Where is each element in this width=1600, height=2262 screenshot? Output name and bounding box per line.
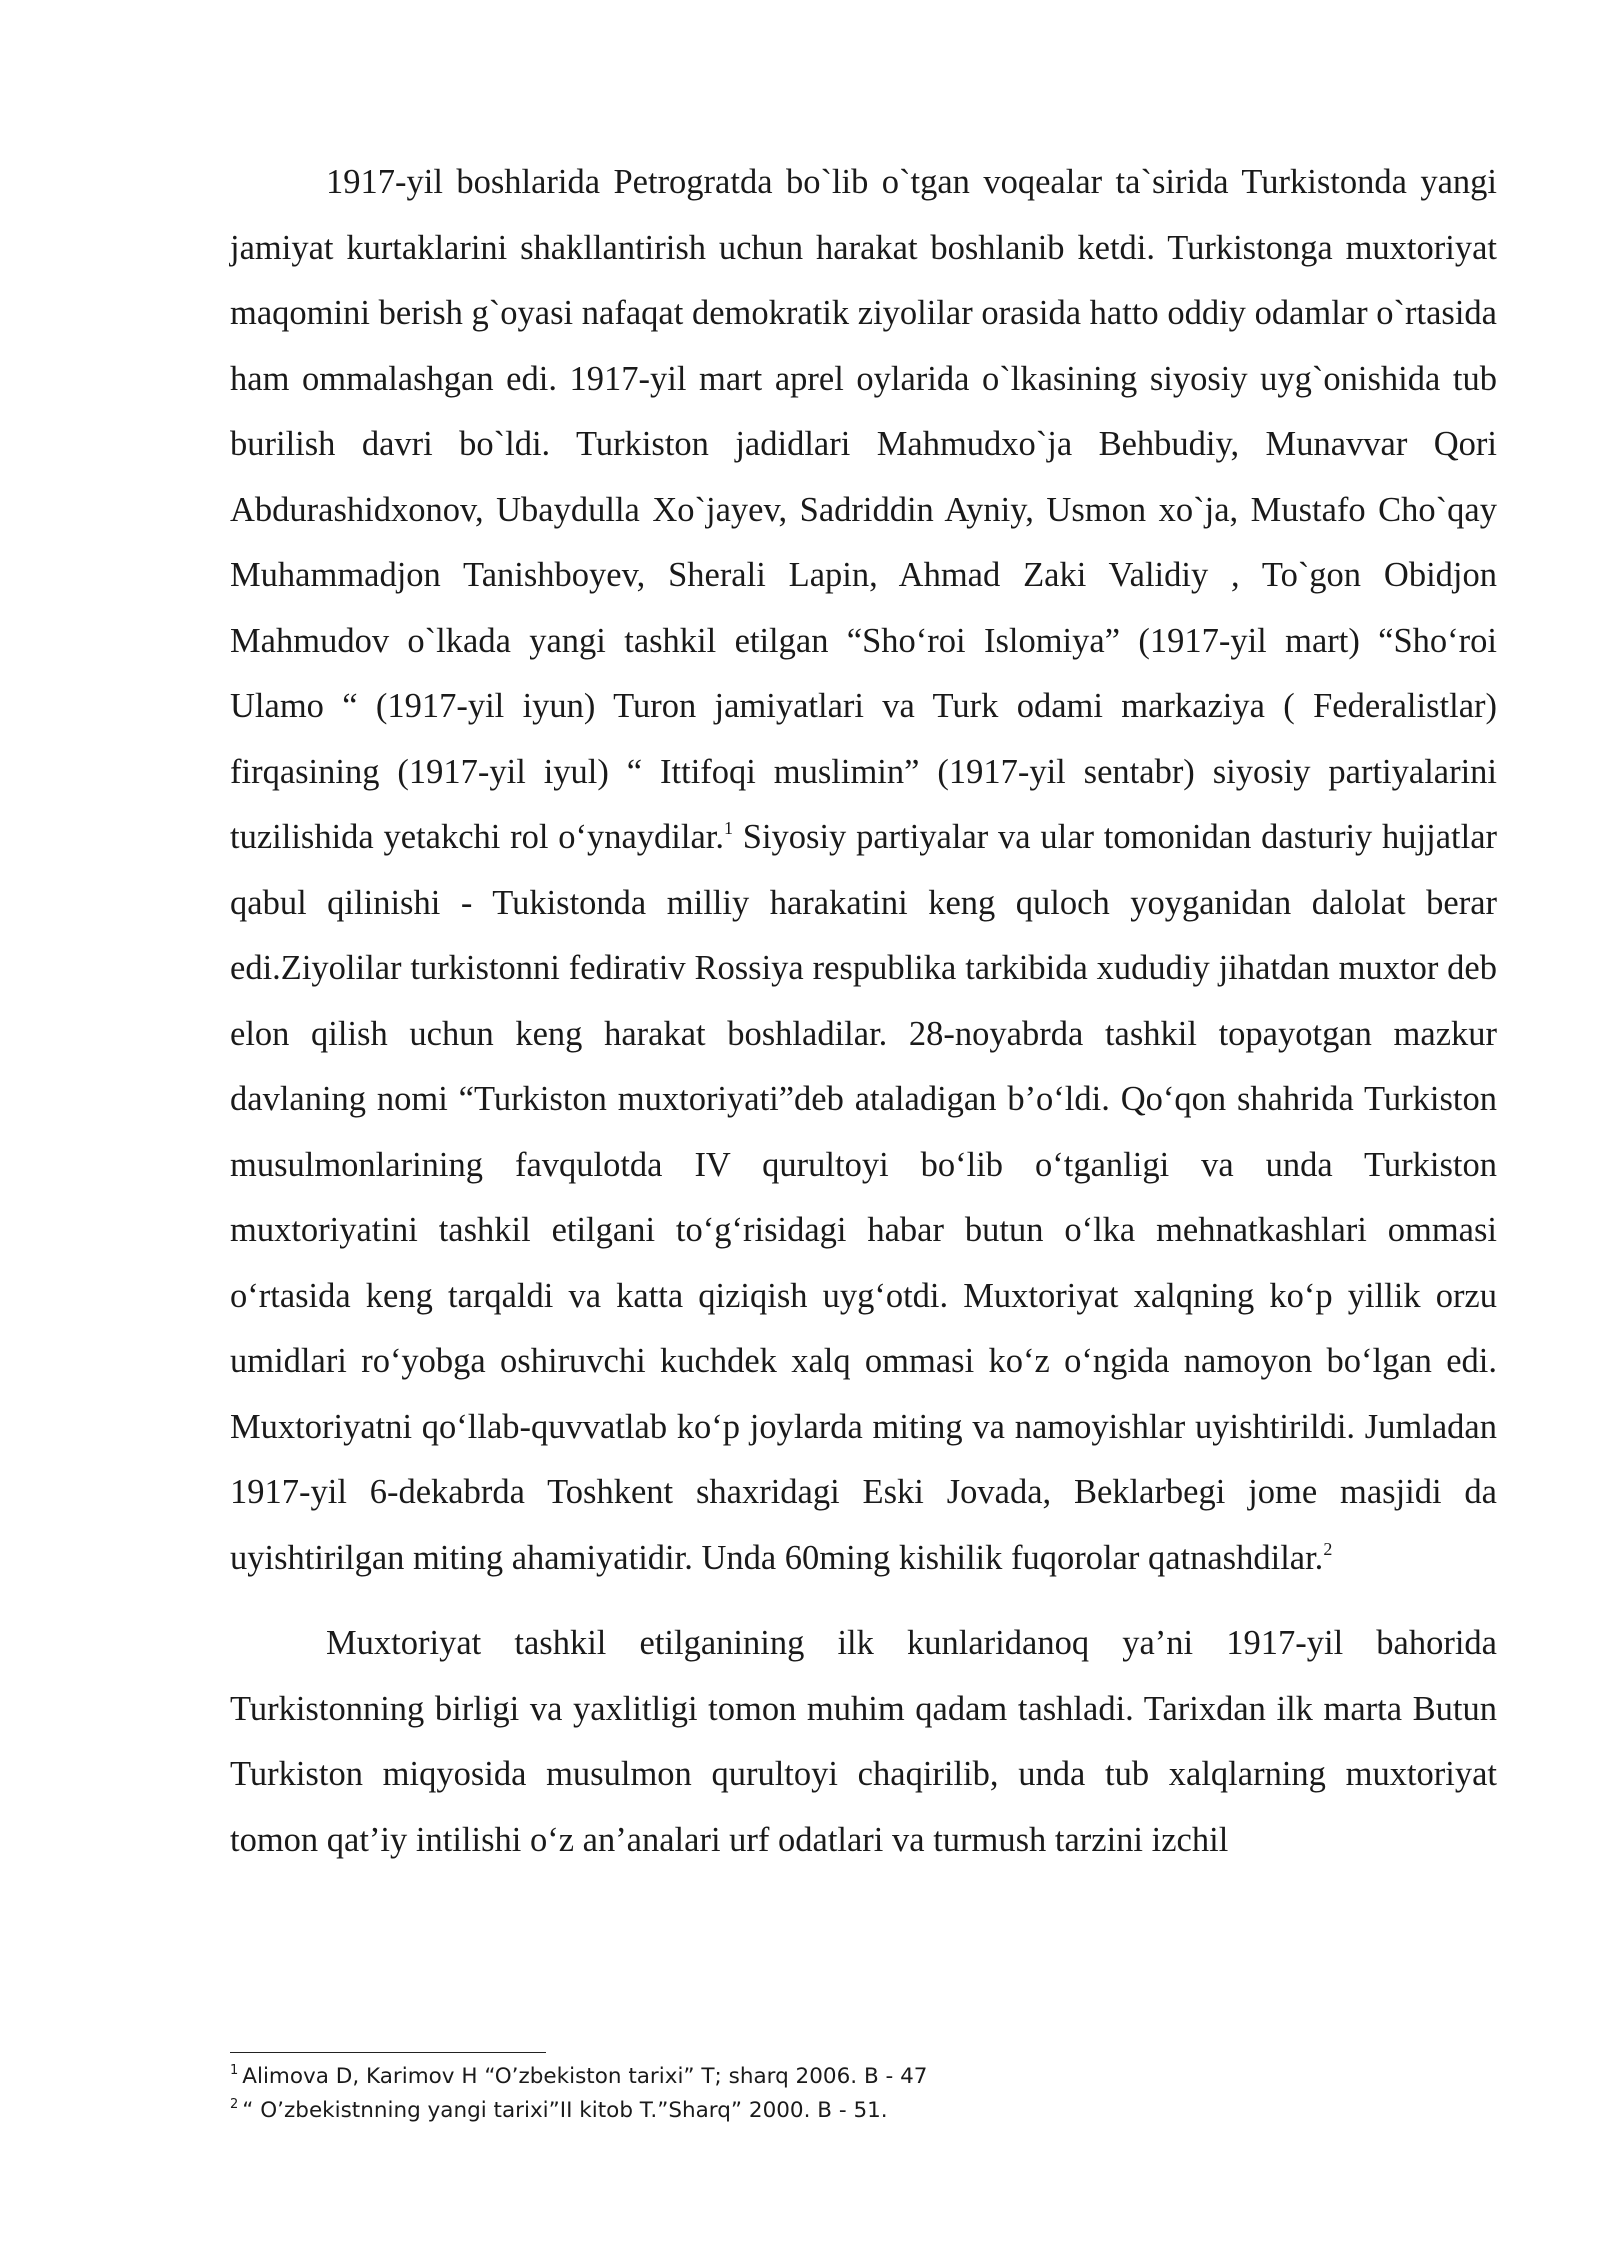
footnote-2: [230, 2094, 1497, 2128]
paragraph-1: [230, 150, 1497, 1591]
footnote-reference-2[interactable]: 2: [1323, 1538, 1333, 1559]
footnote-2-text: “ O’zbekistnning yangi tarixi”II kitob T.”Sharq” 2000. B - 51.: [242, 2098, 888, 2123]
footnote-separator: [230, 2052, 546, 2053]
footnote-1-number: 1: [230, 2063, 239, 2078]
footnotes: [230, 2060, 1497, 2128]
paragraph-2: Muxtoriyat tashkil etilganining ilk kunlaridanoq ya’ni 1917-yil bahorida Turkistonning birligi va yaxlitligi tomon muhim qadam tashladi. Tarixdan ilk marta Butun Turkiston miqyosida musulmon qurultoyi chaqirilib, unda tub xalqlarning muxtoriyat tomon qat’iy intilishi o‘z an’analari urf odatlari va turmush tarzini izchil: [230, 1624, 1497, 1859]
footnote-1-text: Alimova D, Karimov H “O’zbekiston tarixi” T; sharq 2006. B - 47: [242, 2064, 928, 2089]
body-text: [230, 150, 1497, 1873]
footnote-1: [230, 2060, 1497, 2094]
footnote-reference-1[interactable]: 1: [724, 818, 733, 838]
paragraph-1-text-a: 1917-yil boshlarida Petrogratda bo`lib o`tgan voqealar ta`sirida Turkistonda yangi jamiyat kurtaklarini shakllantirish uchun harakat boshlanib ketdi. Turkistonga muxtoriyat maqomini berish g`oyasi nafaqat demokratik ziyolilar orasida hatto oddiy odamlar o`rtasida ham ommalashgan edi. 1917-yil mart aprel oylarida o`lkasining siyosiy uyg`onishida tub burilish davri bo`ldi. Turkiston jadidlari Mahmudxo`ja Behbudiy, Munavvar Qori Abdurashidxonov, Ubaydulla Xo`jayev, Sadriddin Ayniy, Usmon xo`ja, Mustafo Cho`qay Muhammadjon Tanishboyev, Sherali Lapin, Ahmad Zaki Validiy , To`gon Obidjon Mahmudov o`lkada yangi tashkil etilgan “Sho‘roi Islomiya” (1917-yil mart) “Sho‘roi Ulamo “ (1917-yil iyun) Turon jamiyatlari va Turk odami markaziya ( Federalistlar) firqasining (1917-yil iyul) “ Ittifoqi muslimin” (1917-yil sentabr) siyosiy partiyalarini tuzilishida yetakchi rol o‘ynaydilar.: [230, 163, 1497, 856]
paragraph-1-text-b: Siyosiy partiyalar va ular tomonidan dasturiy hujjatlar qabul qilinishi - Tukistonda milliy harakatini keng quloch yoyganidan dalolat berar edi.Ziyolilar turkistonni fedirativ Rossiya respublika tarkibida xududiy jihatdan muxtor deb elon qilish uchun keng harakat boshladilar. 28-noyabrda tashkil topayotgan mazkur davlaning nomi “Turkiston muxtoriyati”deb ataladigan b’o‘ldi. Qo‘qon shahrida Turkiston musulmonlarining favqulotda IV qurultoyi bo‘lib o‘tganligi va unda Turkiston muxtoriyatini tashkil etilgani to‘g‘risidagi habar butun o‘lka mehnatkashlari ommasi o‘rtasida keng tarqaldi va katta qiziqish uyg‘otdi. Muxtoriyat xalqning ko‘p yillik orzu umidlari ro‘yobga oshiruvchi kuchdek xalq ommasi ko‘z o‘ngida namoyon bo‘lgan edi. Muxtoriyatni qo‘llab-quvvatlab ko‘p joylarda miting va namoyishlar uyishtirildi. Jumladan 1917-yil 6-dekabrda Toshkent shaxridagi Eski Jovada, Beklarbegi jome masjidi da uyishtirilgan miting ahamiyatidir. Unda 60ming kishilik fuqorolar qatnashdilar.: [230, 818, 1498, 1577]
footnote-2-number: 2: [230, 2097, 239, 2112]
